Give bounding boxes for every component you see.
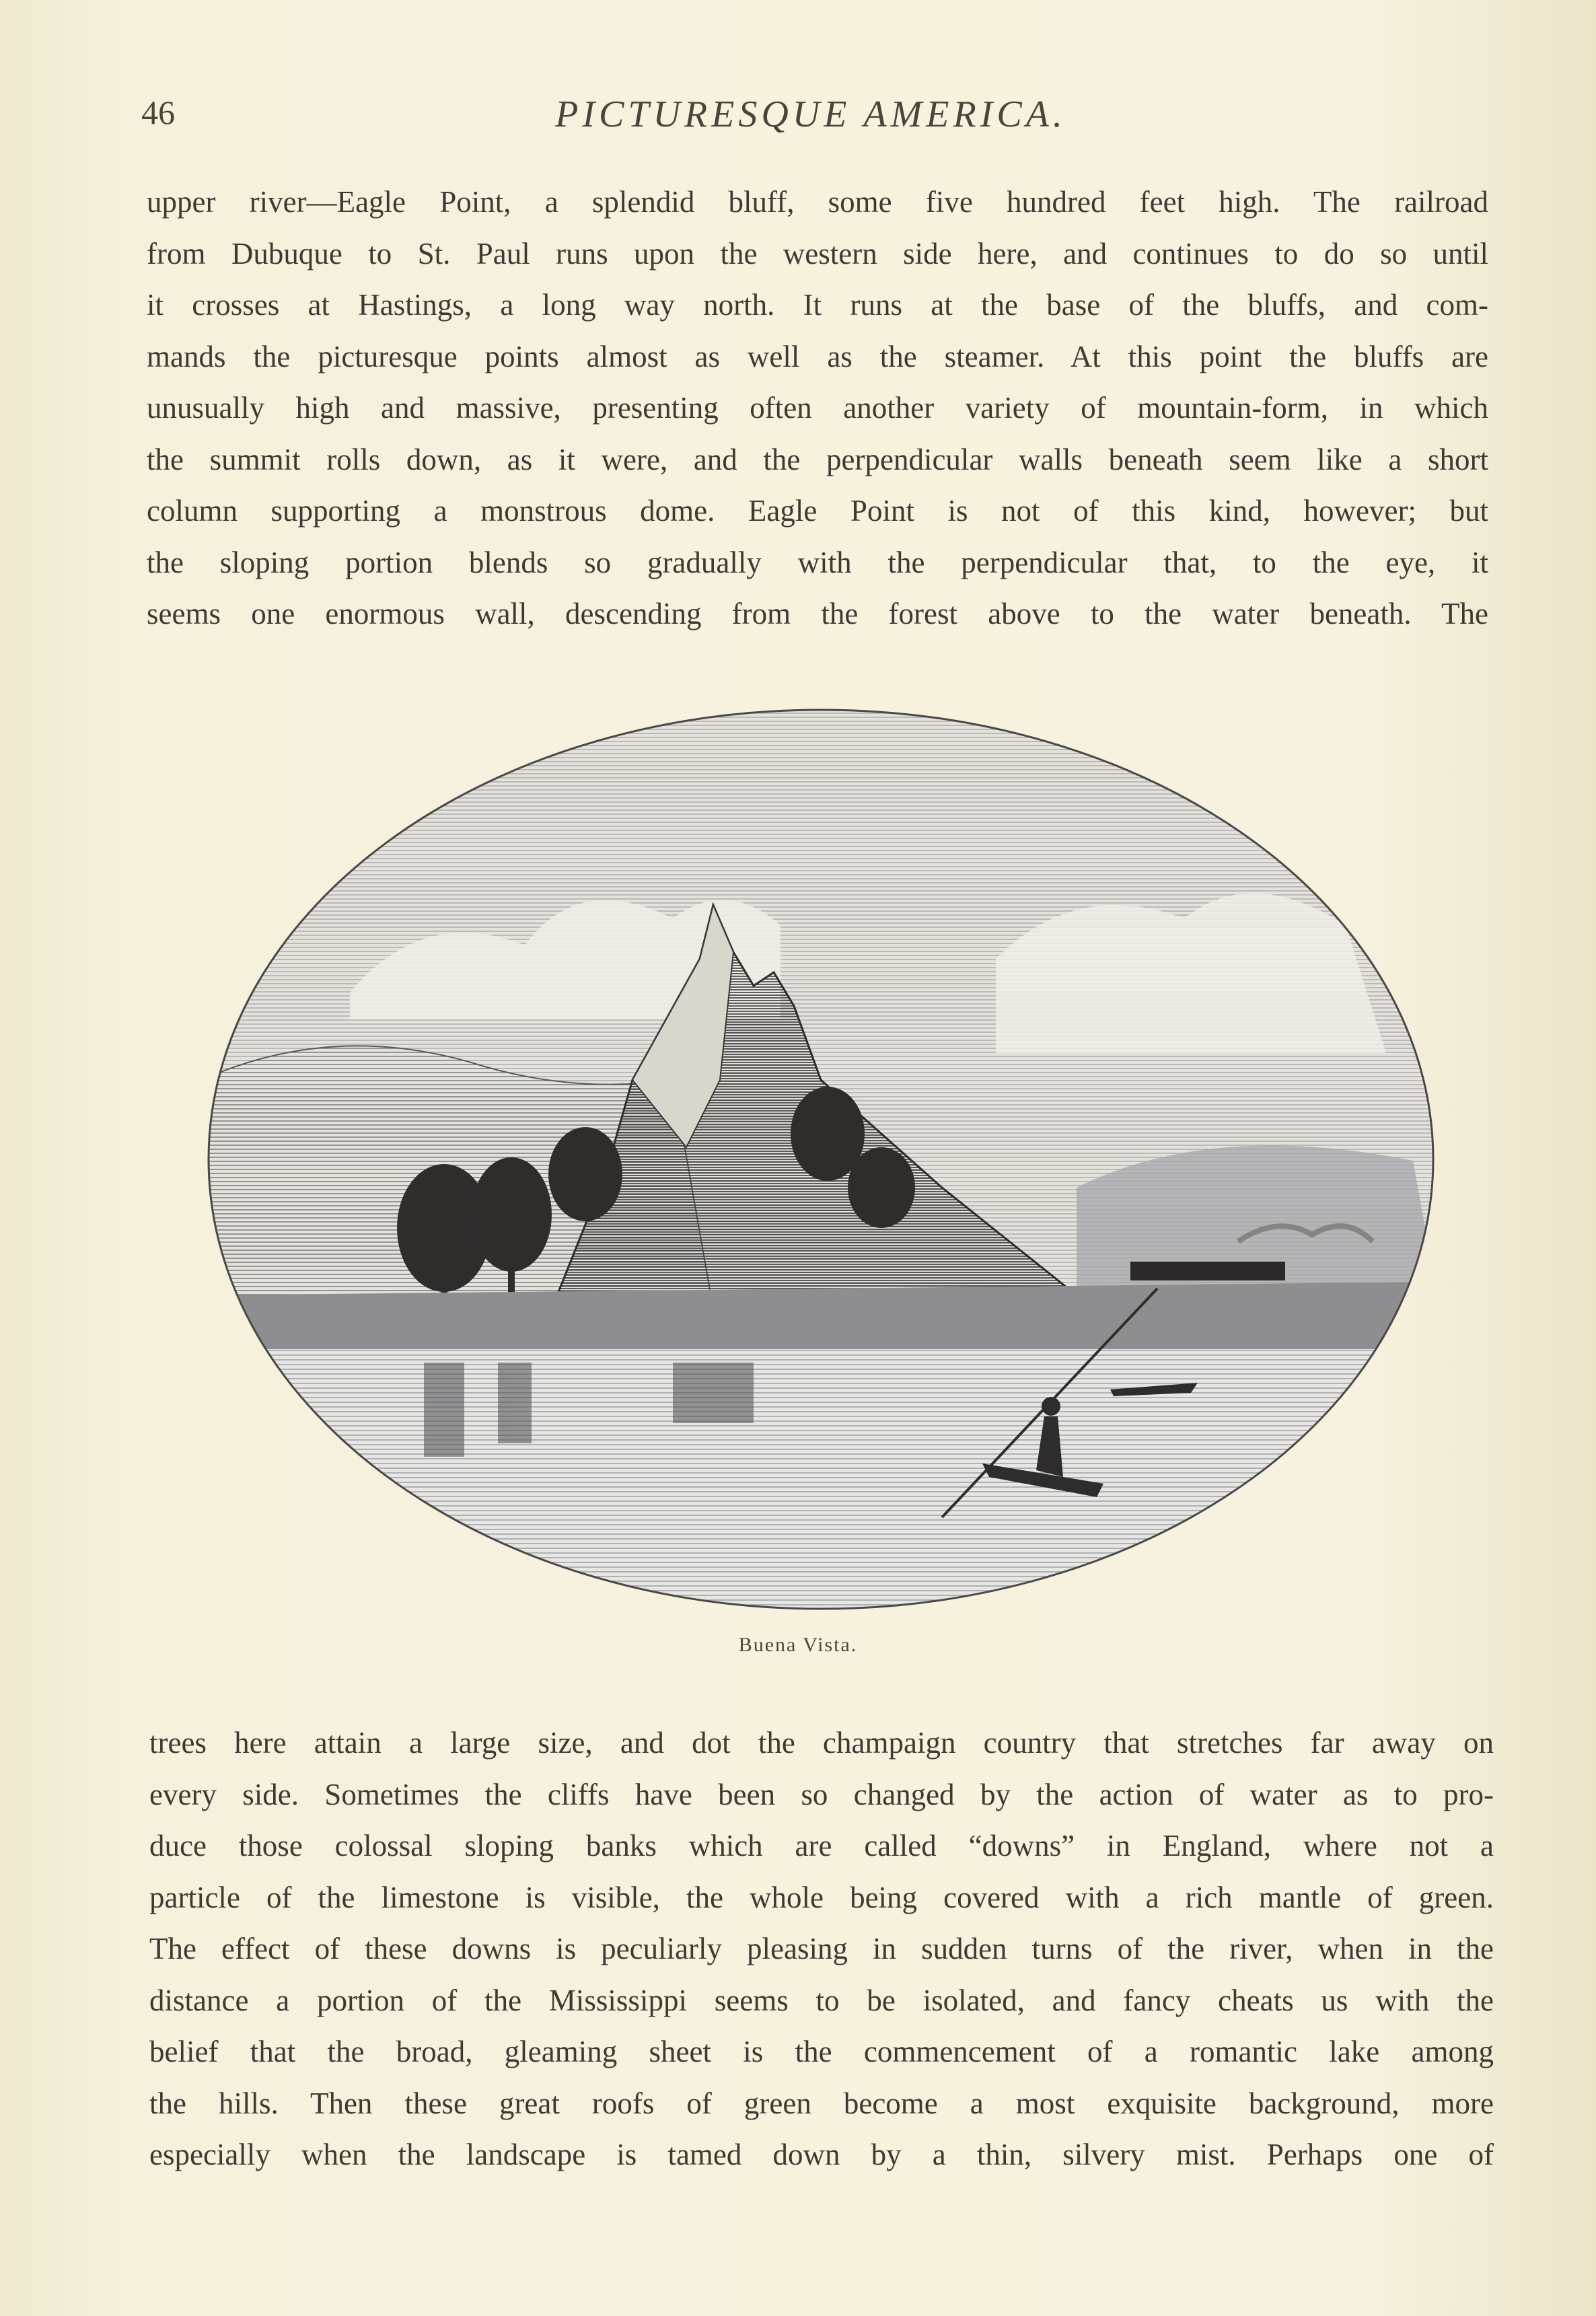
text-line: mands the picturesque points almost as well as the steamer. At this point the bluffs are — [147, 339, 1488, 373]
page-number: 46 — [141, 94, 175, 131]
text-line: particle of the limestone is visible, the whole being covered with a rich mantle of green. — [149, 1880, 1494, 1914]
page-header — [141, 93, 1480, 147]
text-line: the hills. Then these great roofs of green become a most exquisite background, more — [149, 2086, 1494, 2120]
text-line: trees here attain a large size, and dot the champaign country that stretches far away on — [149, 1726, 1494, 1760]
illustration-caption: Buena Vista. — [738, 1634, 858, 1656]
engraving-illustration — [202, 703, 1440, 1615]
text-line: the summit rolls down, as it were, and the perpendicular walls beneath seem like a short — [147, 442, 1488, 476]
text-line: column supporting a monstrous dome. Eagle Point is not of this kind, however; but — [147, 494, 1488, 528]
text-line: unusually high and massive, presenting often another variety of mountain-form, in which — [147, 391, 1488, 425]
text-line: duce those colossal sloping banks which are called “downs” in England, where not a — [149, 1829, 1494, 1862]
text-line: the sloping portion blends so gradually with the perpendicular that, to the eye, it — [147, 545, 1488, 579]
text-line: distance a portion of the Mississippi seems to be isolated, and fancy cheats us with the — [149, 1983, 1494, 2017]
text-line: seems one enormous wall, descending from the forest above to the water beneath. The — [147, 597, 1488, 630]
running-title: PICTURESQUE AMERICA. — [555, 94, 1066, 135]
text-line: from Dubuque to St. Paul runs upon the western side here, and continues to do so until — [147, 236, 1488, 270]
text-line: belief that the broad, gleaming sheet is the commencement of a romantic lake among — [149, 2035, 1494, 2068]
text-line: The effect of these downs is peculiarly pleasing in sudden turns of the river, when in the — [149, 1932, 1494, 1965]
body-text-bottom — [149, 1717, 1494, 2181]
text-line: upper river—Eagle Point, a splendid bluff, some five hundred feet high. The railroad — [147, 185, 1488, 219]
text-line: especially when the landscape is tamed down by a thin, silvery mist. Perhaps one of — [149, 2138, 1494, 2171]
body-text-top — [147, 176, 1488, 640]
text-line: every side. Sometimes the cliffs have been so changed by the action of water as to pro- — [149, 1777, 1494, 1811]
text-line: it crosses at Hastings, a long way north. It runs at the base of the bluffs, and com- — [147, 288, 1488, 322]
